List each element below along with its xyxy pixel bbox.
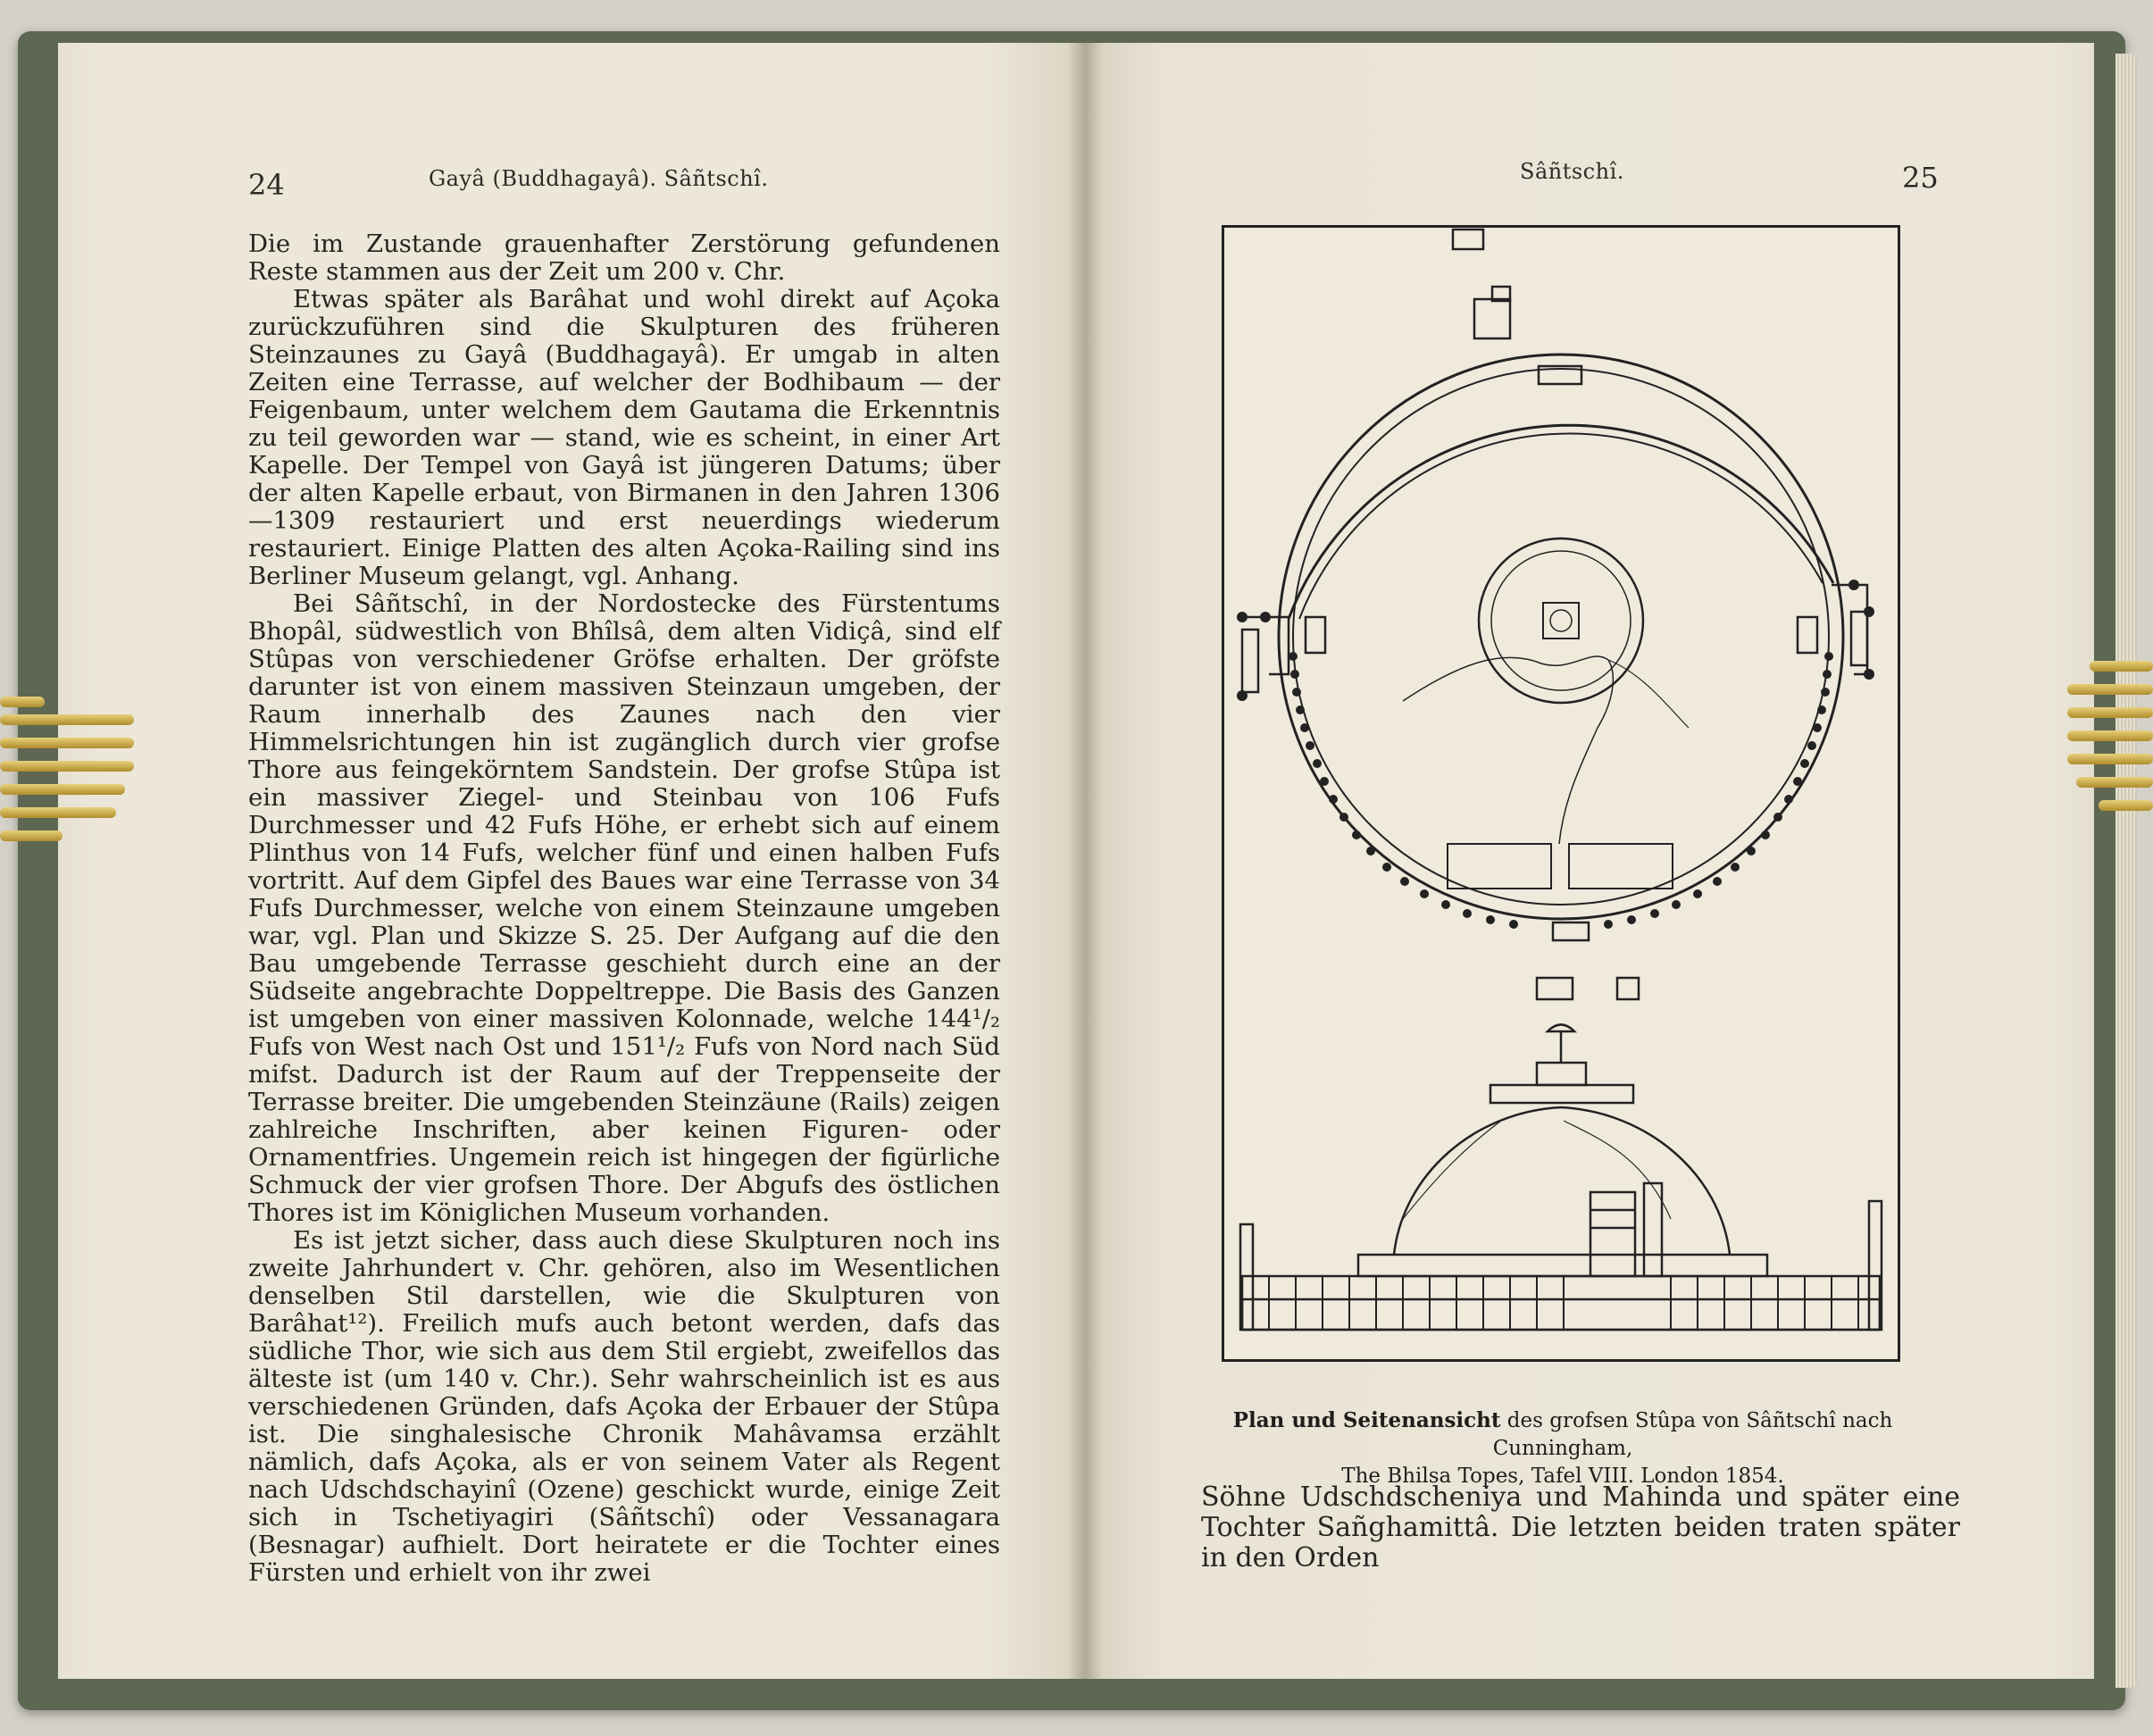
paragraph-2: Etwas später als Barâhat und wohl direkt auf Açoka zurückzuführen sind die Skulpturen des früheren Steinzaunes zu Gayâ (Buddhagayâ). Er umgab in alten Zeiten eine Terrasse, auf welcher der Bodhibaum — der Feigenbaum, unter welchem dem Gautama die Erkenntnis zu teil geworden war — stand, wie es scheint, in einer Art Kapelle. Der Tempel von Gayâ ist jüngeren Datums; über der alten Kapelle erbaut, von Birmanen in den Jahren 1306—1309 restauriert und erst neuerdings wiederum restauriert. Einige Platten des alten Açoka-Railing sind ins Berliner Museum gelangt, vgl. Anhang.	[248, 285, 1000, 590]
caption-line-2: The Bhilsa Topes, Tafel VIII. London 1854.	[1341, 1465, 1784, 1488]
base-pillars	[1269, 1276, 1858, 1330]
left-page-number: 24	[248, 168, 285, 202]
right-page-number: 25	[1902, 161, 1939, 195]
stupa-elevation	[1240, 1025, 1882, 1331]
caption-rest: des grofsen Stûpa von Sâñtschî nach Cunningham,	[1492, 1409, 1893, 1460]
left-running-head: Gayâ (Buddhagayâ). Sâñtschî.	[429, 166, 769, 191]
page-edges	[2115, 54, 2137, 1688]
summit-rail	[1490, 1085, 1633, 1103]
south-stair-left	[1448, 844, 1551, 889]
figure-caption	[1188, 1406, 1938, 1490]
south-stair-right	[1569, 844, 1673, 889]
left-body-text	[248, 230, 1000, 1587]
caption-lead: Plan und Seitenansicht	[1232, 1408, 1501, 1432]
paragraph-3: Bei Sâñtschî, in der Nordostecke des Fürstentums Bhopâl, südwestlich von Bhîlsâ, dem alten Vidiçâ, sind elf Stûpas von verschiedener Gröfse erhalten. Der gröfste darunter ist von einem massiven Steinzaun umgeben, der Raum innerhalb des Zaunes nach den vier Himmelsrichtungen hin ist zugänglich durch vier grofse Thore aus feingekörntem Sandstein. Der grofse Stûpa ist ein massiver Ziegel- und Steinbau von 106 Fufs Durchmesser und 42 Fufs Höhe, er erhebt sich auf einem Plinthus von 14 Fufs, welcher fünf und einen halben Fufs vortritt. Auf dem Gipfel des Baues war eine Terrasse von 34 Fufs Durchmesser, welche von einem Steinzaune umgeben war, vgl. Plan und Skizze S. 25. Der Aufgang auf die den Bau umgebende Terrasse geschieht durch eine an der Südseite angebrachte Doppeltreppe. Die Basis des Ganzen ist umgeben von einer massiven Kolonnade, welche 144¹/₂ Fufs von West nach Ost und 151¹/₂ Fufs von Nord nach Süd mifst. Dadurch ist der Raum auf der Treppenseite der Terrasse breiter. Die umgebenden Steinzäune (Rails) zeigen zahlreiche Inschriften, aber keinen Figuren- oder Ornamentfries. Ungemein reich ist hingegen der figürliche Schmuck der vier grofsen Thore. Der Abgufs des östlichen Thores ist im Königlichen Museum vorhanden.	[248, 589, 1000, 1227]
stupa-drawing	[1224, 228, 1898, 1359]
paragraph-4: Es ist jetzt sicher, dass auch diese Skulpturen noch ins zweite Jahrhundert v. Chr. gehören, also im Wesentlichen denselben Stil darstellen, wie die Skulpturen von Barâhat¹²). Freilich mufs auch betont werden, dafs das südliche Thor, wie sich aus dem Stil ergiebt, zweifellos das älteste ist (um 140 v. Chr.). Sehr wahrscheinlich ist es aus verschiedenen Gründen, dafs Açoka der Erbauer der Stûpa ist. Die singhalesische Chronik Mahâvamsa erzählt nämlich, dafs Açoka, als er von seinem Vater als Regent nach Udschdschayinî (Ozene) geschickt wurde, einige Zeit sich in Tschetiyagiri (Sâñtschî) oder Vessanagara (Besnagar) aufhielt. Dort heiratete er die Tochter eines Fürsten und erhielt von ihr zwei	[248, 1226, 1000, 1587]
book-gutter	[1067, 43, 1103, 1679]
summit-circle	[1479, 538, 1643, 703]
right-running-head: Sâñtschî.	[1520, 159, 1624, 184]
right-body-text: Söhne Udschdscheniya und Mahinda und später eine Tochter Sañghamittâ. Die letzten beiden traten später in den Orden	[1201, 1481, 1960, 1573]
outer-rail-arc	[1289, 425, 1833, 619]
paragraph-1: Die im Zustande grauenhafter Zerstörung gefundenen Reste stammen aus der Zeit um 200 v. Chr.	[248, 230, 1000, 286]
north-gate-icon	[1474, 299, 1510, 338]
base-colonnade	[1242, 1276, 1880, 1330]
stupa-figure	[1222, 225, 1900, 1362]
colonnade-dots	[1237, 580, 1874, 929]
summit-square	[1543, 603, 1579, 638]
top-marker-icon	[1453, 230, 1483, 249]
